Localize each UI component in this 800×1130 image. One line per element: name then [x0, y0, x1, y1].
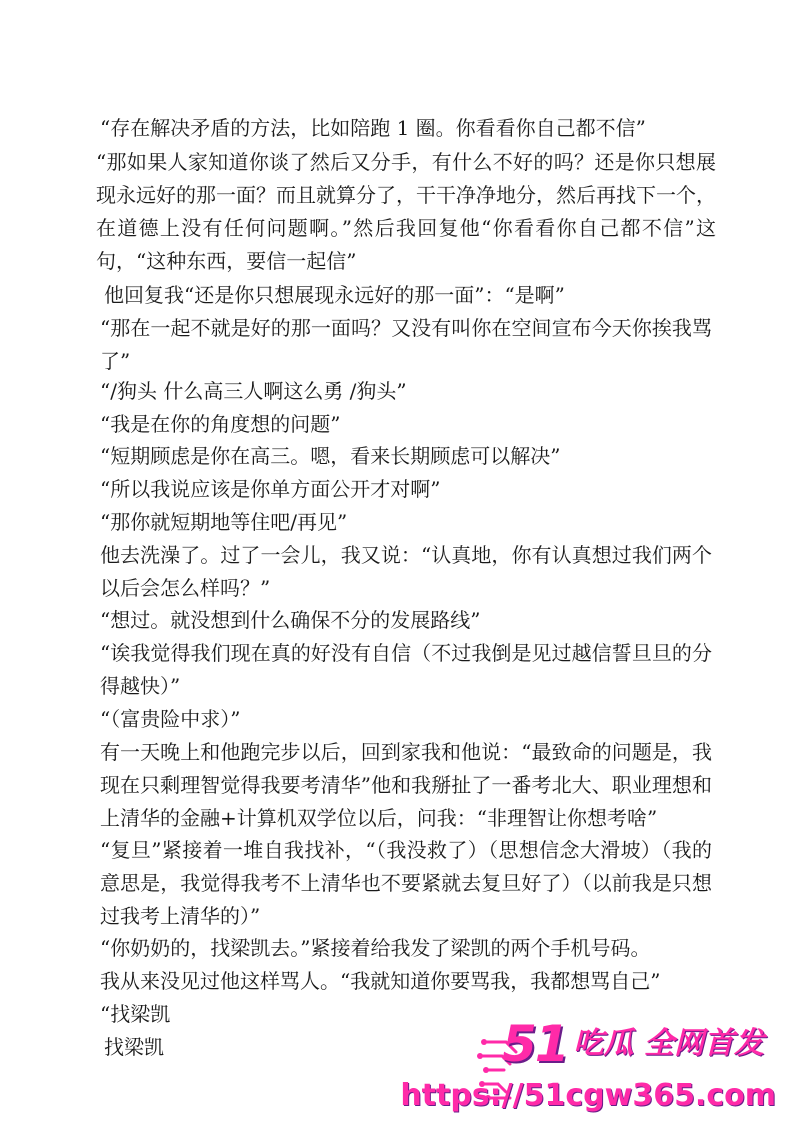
- paragraph-19: 找梁凯: [104, 1035, 164, 1059]
- watermark-logo-number: 51: [501, 1015, 568, 1073]
- paragraph-17: 我从来没见过他这样骂人。“我就知道你要骂我，我都想骂自己”: [100, 969, 661, 993]
- site-watermark: [400, 1012, 786, 1122]
- paragraph-2: “那如果人家知道你谈了然后又分手，有什么不好的吗？还是你只想展现永远好的那一面？而且就算分了，干干净净地分，然后再找下一个，在道德上没有任何问题啊。”然后我回复他“你看看你自己都不信”这句，“这种东西，要信一起信”: [96, 150, 716, 273]
- paragraph-10: 他去洗澡了。过了一会儿，我又说：“认真地，你有认真想过我们两个以后会怎么样吗？”: [100, 543, 712, 600]
- paragraph-1: “存在解决矛盾的方法，比如陪跑 1 圈。你看看你自己都不信”: [100, 116, 646, 140]
- watermark-url: https://51cgw365.com: [400, 1078, 776, 1113]
- paragraph-14: 有一天晚上和他跑完步以后，回到家我和他说：“最致命的问题是，我现在只剩理智觉得我要考清华”他和我掰扯了一番考北大、职业理想和上清华的金融+计算机双学位以后，问我：“非理智让你想考啥”: [100, 740, 712, 830]
- paragraph-4: “那在一起不就是好的那一面吗？又没有叫你在空间宣布今天你挨我骂了”: [100, 316, 712, 373]
- paragraph-6: “我是在你的角度想的问题”: [100, 412, 341, 436]
- paragraph-12: “诶我觉得我们现在真的好没有自信（不过我倒是见过越信誓旦旦的分得越快）”: [100, 641, 712, 698]
- watermark-logo: [502, 1016, 764, 1072]
- paragraph-11: “想过。就没想到什么确保不分的发展路线”: [100, 608, 481, 632]
- paragraph-3: 他回复我“还是你只想展现永远好的那一面”：“是啊”: [104, 283, 565, 307]
- paragraph-7: “短期顾虑是你在高三。嗯，看来长期顾虑可以解决”: [100, 444, 561, 468]
- paragraph-5: “/狗头 什么高三人啊这么勇 /狗头”: [100, 379, 407, 403]
- paragraph-9: “那你就短期地等住吧/再见”: [100, 510, 348, 534]
- watermark-logo-text: 吃瓜 全网首发: [573, 1026, 764, 1061]
- paragraph-15: “复旦”紧接着一堆自我找补，“（我没救了）（思想信念大滑坡）（我的意思是，我觉得我考不上清华也不要紧就去复旦好了）（以前我是只想过我考上清华的）”: [100, 838, 712, 928]
- paragraph-13: “（富贵险中求）”: [100, 707, 241, 731]
- paragraph-18: “找梁凯: [100, 1002, 171, 1026]
- paragraph-8: “所以我说应该是你单方面公开才对啊”: [100, 477, 441, 501]
- paragraph-16: “你奶奶的，找梁凯去。”紧接着给我发了梁凯的两个手机号码。: [100, 936, 651, 960]
